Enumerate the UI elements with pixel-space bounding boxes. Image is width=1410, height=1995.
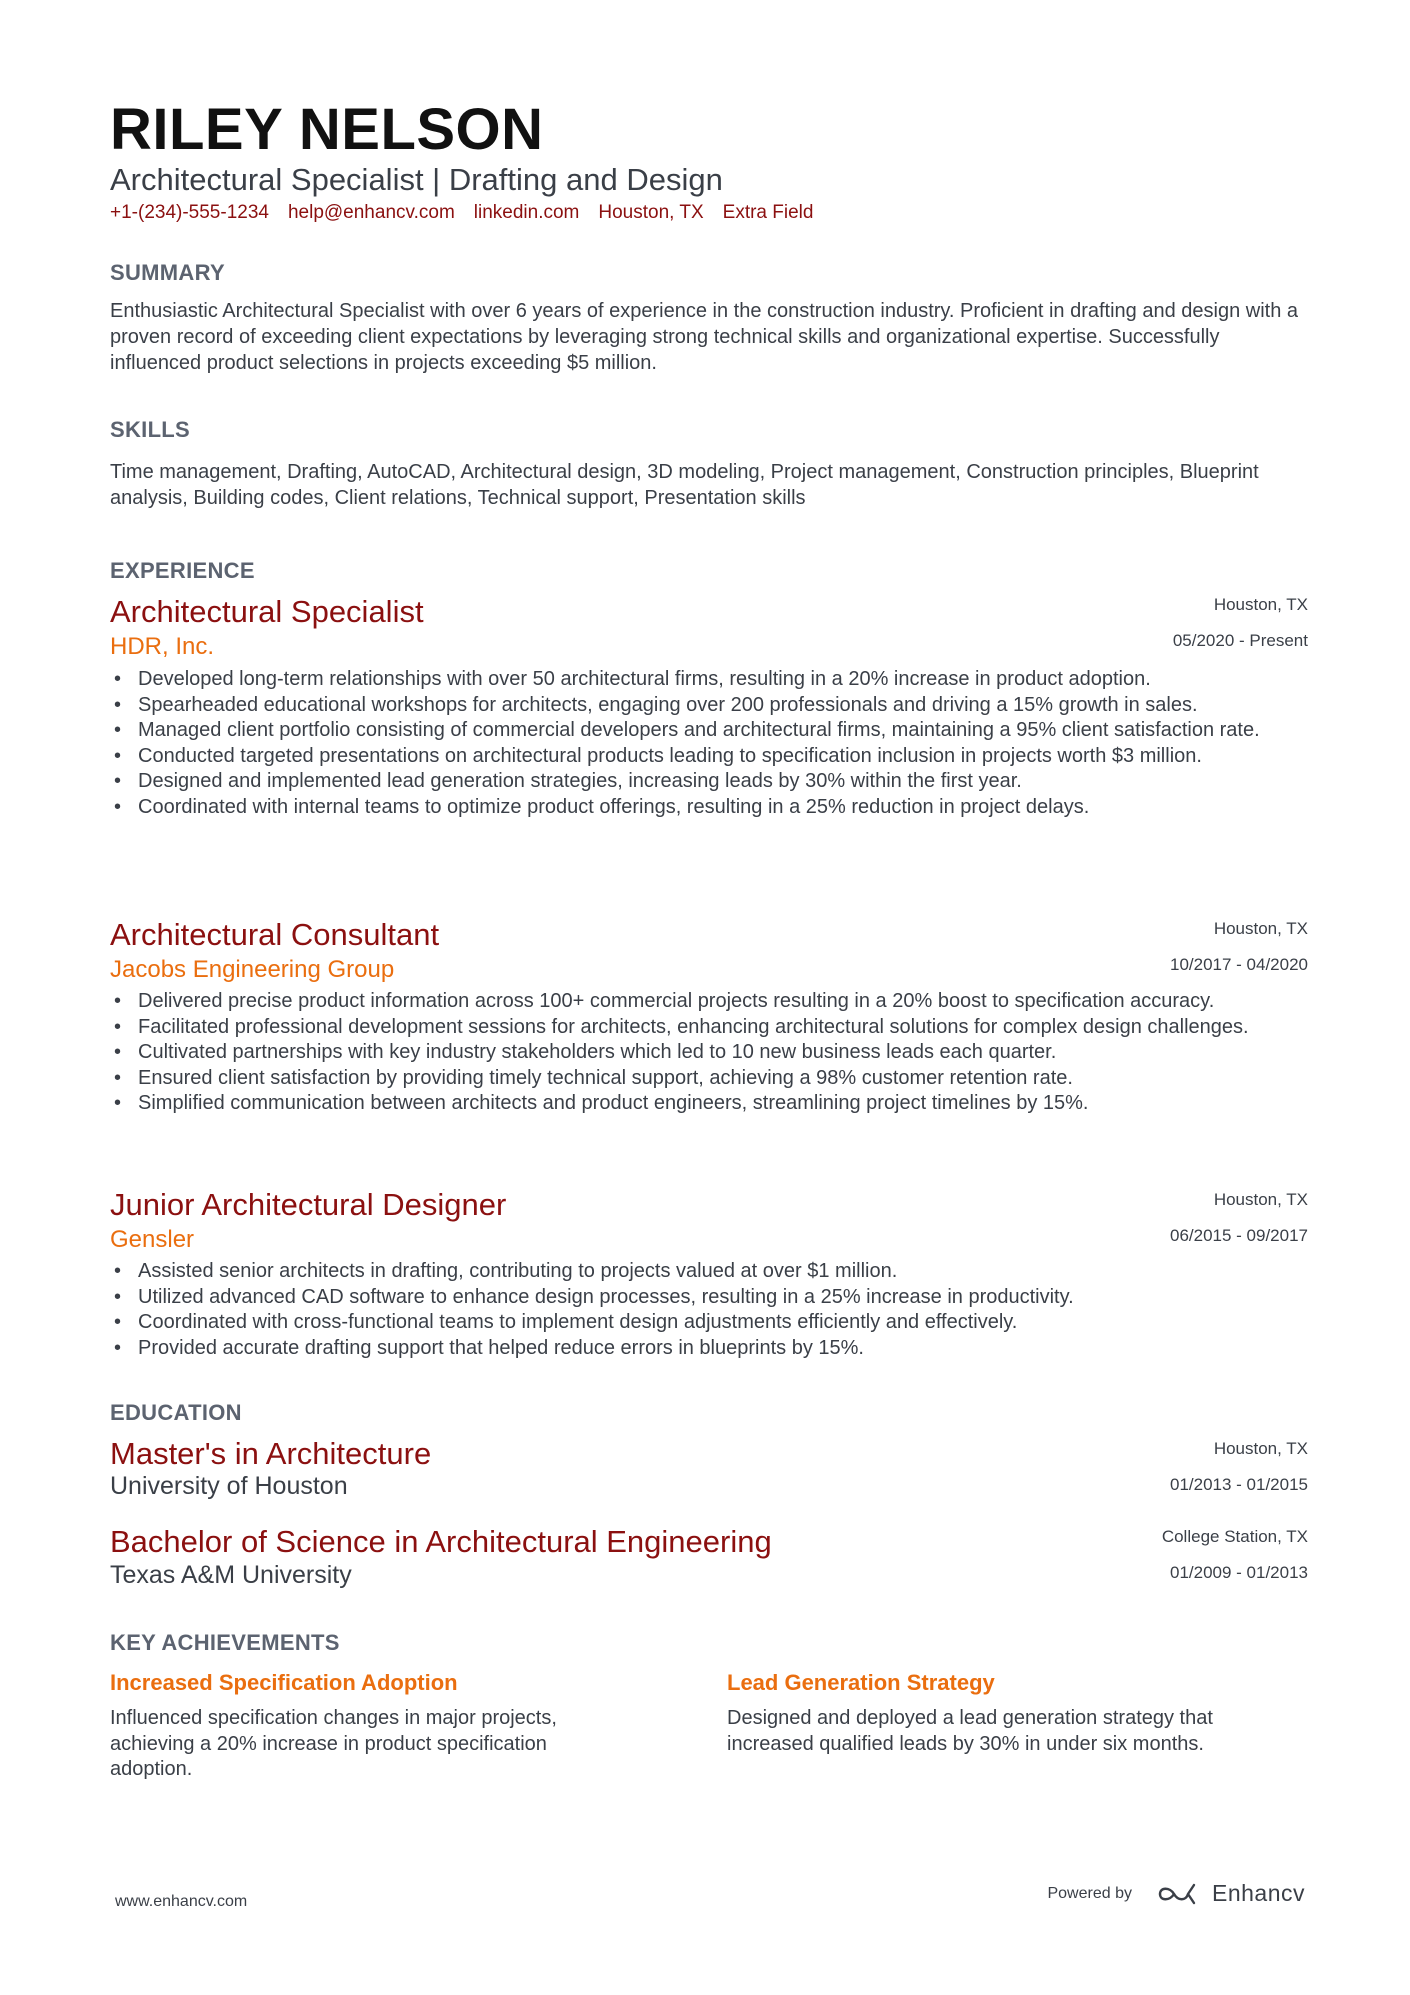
job-dates: 06/2015 - 09/2017 xyxy=(1169,1226,1308,1245)
bullet-item: • Designed and implemented lead generation strategies, increasing leads by 30% within the first year. xyxy=(138,769,1338,795)
candidate-title: Architectural Specialist | Drafting and Design xyxy=(110,162,723,197)
job-title: Junior Architectural Designer xyxy=(110,1187,507,1222)
contact-extra: Extra Field xyxy=(722,202,814,223)
achievement-text: Influenced specification changes in major projects, achieving a 20% increase in product specification adoption. xyxy=(110,1707,557,1781)
footer-website[interactable]: www.enhancv.com xyxy=(115,1893,248,1910)
job-dates: 10/2017 - 04/2020 xyxy=(1169,955,1308,974)
contact-phone[interactable]: +1-(234)-555-1234 xyxy=(110,202,269,223)
education-school: University of Houston xyxy=(110,1472,348,1500)
job-title: Architectural Specialist xyxy=(110,594,424,629)
contact-linkedin[interactable]: linkedin.com xyxy=(473,202,580,223)
bullet-item: • Developed long-term relationships with over 50 architectural firms, resulting in a 20% increase in product adoption. xyxy=(138,667,1338,693)
education-location: College Station, TX xyxy=(1161,1527,1308,1546)
footer-branding xyxy=(1047,1880,1305,1907)
job-company: HDR, Inc. xyxy=(110,633,215,660)
experience-heading: EXPERIENCE xyxy=(110,558,255,583)
bullet-item: • Facilitated professional development sessions for architects, enhancing architectural solutions for complex design challenges. xyxy=(138,1015,1338,1041)
powered-by-label: Powered by xyxy=(1047,1884,1132,1902)
brand-name: Enhancv xyxy=(1211,1880,1305,1906)
bullet-item: • Simplified communication between architects and product engineers, streamlining project timelines by 15%. xyxy=(138,1091,1338,1117)
achievement-title: Increased Specification Adoption xyxy=(110,1670,458,1695)
achievements-heading: KEY ACHIEVEMENTS xyxy=(110,1630,340,1655)
job-location: Houston, TX xyxy=(1213,1190,1308,1209)
skills-heading: SKILLS xyxy=(110,417,191,442)
bullet-item: • Cultivated partnerships with key industry stakeholders which led to 10 new business leads each quarter. xyxy=(138,1040,1338,1066)
bullet-item: • Coordinated with internal teams to optimize product offerings, resulting in a 25% reduction in project delays. xyxy=(138,795,1338,821)
job-bullets xyxy=(110,667,1338,821)
job-bullets xyxy=(110,1259,1338,1361)
education-school: Texas A&M University xyxy=(110,1561,352,1589)
bullet-item: • Spearheaded educational workshops for architects, engaging over 200 professionals and driving a 15% growth in sales. xyxy=(138,693,1338,719)
candidate-name: RILEY NELSON xyxy=(110,97,544,162)
education-heading: EDUCATION xyxy=(110,1400,242,1425)
bullet-item: • Coordinated with cross-functional teams to implement design adjustments efficiently and effectively. xyxy=(138,1310,1338,1336)
job-location: Houston, TX xyxy=(1213,919,1308,938)
education-location: Houston, TX xyxy=(1213,1439,1308,1458)
contact-email[interactable]: help@enhancv.com xyxy=(287,202,455,223)
achievement-title: Lead Generation Strategy xyxy=(727,1670,995,1695)
bullet-item: • Assisted senior architects in drafting, contributing to projects valued at over $1 million. xyxy=(138,1259,1338,1285)
bullet-item: • Conducted targeted presentations on architectural products leading to specification inclusion in projects worth $3 million. xyxy=(138,744,1338,770)
achievement-text: Designed and deployed a lead generation strategy that increased qualified leads by 30% in under six months. xyxy=(727,1707,1213,1755)
education-degree: Bachelor of Science in Architectural Engineering xyxy=(110,1524,772,1559)
summary-heading: SUMMARY xyxy=(110,260,225,285)
contact-row xyxy=(110,202,813,224)
brand-logo[interactable] xyxy=(1156,1880,1305,1907)
job-bullets xyxy=(110,989,1338,1117)
job-location: Houston, TX xyxy=(1213,595,1308,614)
bullet-item: • Delivered precise product information across 100+ commercial projects resulting in a 20% boost to specification accuracy. xyxy=(138,989,1338,1015)
bullet-item: • Ensured client satisfaction by providing timely technical support, achieving a 98% customer retention rate. xyxy=(138,1066,1338,1092)
education-dates: 01/2013 - 01/2015 xyxy=(1169,1475,1308,1494)
education-degree: Master's in Architecture xyxy=(110,1436,432,1471)
contact-location: Houston, TX xyxy=(598,202,704,223)
skills-text: Time management, Drafting, AutoCAD, Architectural design, 3D modeling, Project management, Construction principles, Blueprint analysis, Building codes, Client relations, Technical support, Presentation skills xyxy=(110,461,1259,509)
job-company: Gensler xyxy=(110,1226,195,1253)
job-dates: 05/2020 - Present xyxy=(1172,631,1308,650)
education-dates: 01/2009 - 01/2013 xyxy=(1169,1563,1308,1582)
bullet-item: • Managed client portfolio consisting of commercial developers and architectural firms, maintaining a 95% client satisfaction rate. xyxy=(138,718,1338,744)
bullet-item: • Utilized advanced CAD software to enhance design processes, resulting in a 25% increase in productivity. xyxy=(138,1285,1338,1311)
summary-text: Enthusiastic Architectural Specialist with over 6 years of experience in the construction industry. Proficient in drafting and design with a proven record of exceeding client expectations by leveraging strong technical skills and organizational expertise. Successfully influenced product selections in projects exceeding $5 million. xyxy=(110,300,1299,374)
job-company: Jacobs Engineering Group xyxy=(110,956,395,983)
enhancv-logo-icon xyxy=(1156,1881,1202,1907)
job-title: Architectural Consultant xyxy=(110,917,440,952)
bullet-item: • Provided accurate drafting support that helped reduce errors in blueprints by 15%. xyxy=(138,1336,1338,1362)
